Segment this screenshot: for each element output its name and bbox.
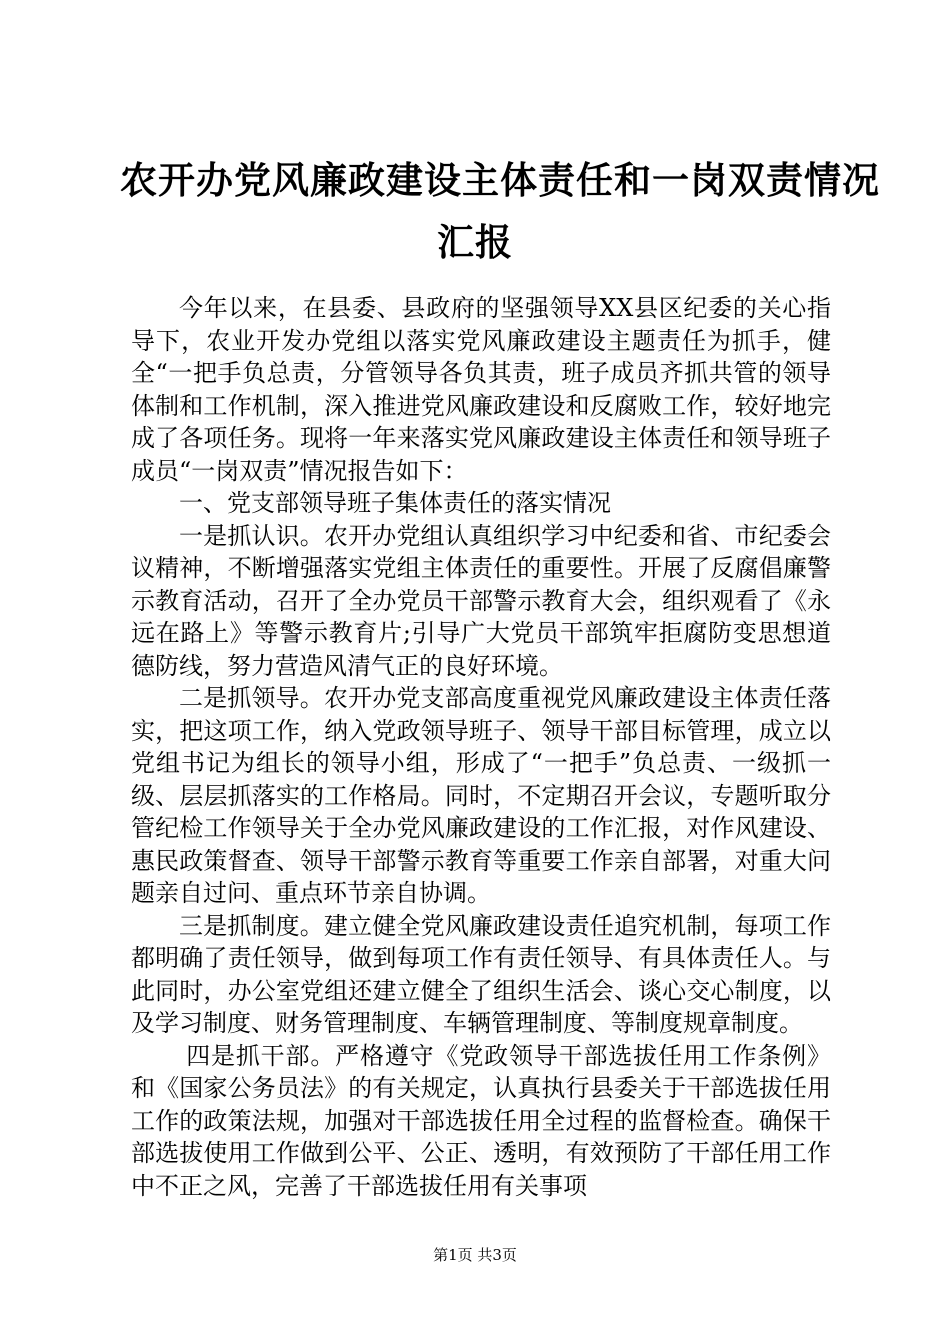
paragraph-leadership: 二是抓领导。农开办党支部高度重视党风廉政建设主体责任落实，把这项工作，纳入党政领导班子、领导干部目标管理，成立以党组书记为组长的领导小组，形成了“一把手”负总责、一级抓一级、层层抓落实的工作格局。同时，不定期召开会议，专题听取分管纪检工作领导关于全办党风廉政建设的工作汇报，对作风建设、惠民政策督查、领导干部警示教育等重要工作亲自部署，对重大问题亲自过问、重点环节亲自协调。 <box>131 684 831 907</box>
paragraph-cadres: 四是抓干部。严格遵守《党政领导干部选拔任用工作条例》和《国家公务员法》的有关规定，认真执行县委关于干部选拔任用工作的政策法规，加强对干部选拔任用全过程的监督检查。确保干部选拔使用工作做到公平、公正、透明，有效预防了干部任用工作中不正之风，完善了干部选拔任用有关事项 <box>131 1041 831 1200</box>
paragraph-awareness: 一是抓认识。农开办党组认真组织学习中纪委和省、市纪委会议精神，不断增强落实党组主体责任的重要性。开展了反腐倡廉警示教育活动，召开了全办党员干部警示教育大会，组织观看了《永远在路上》等警示教育片;引导广大党员干部筑牢拒腐防变思想道德防线，努力营造风清气正的良好环境。 <box>131 521 831 680</box>
section-heading: 一、党支部领导班子集体责任的落实情况 <box>179 489 611 517</box>
document-title-line-2: 汇报 <box>437 220 513 264</box>
paragraph-intro: 今年以来，在县委、县政府的坚强领导XX县区纪委的关心指导下，农业开发办党组以落实党风廉政建设主题责任为抓手，健全“一把手负总责，分管领导各负其责，班子成员齐抓共管的领导体制和工作机制，深入推进党风廉政建设和反腐败工作，较好地完成了各项任务。现将一年来落实党风廉政建设主体责任和领导班子成员“一岗双责”情况报告如下： <box>131 294 831 485</box>
document-title-line-1: 农开办党风廉政建设主体责任和一岗双责情况 <box>120 158 880 202</box>
paragraph-system: 三是抓制度。建立健全党风廉政建设责任追究机制，每项工作都明确了责任领导，做到每项工作有责任领导、有具体责任人。与此同时，办公室党组还建立健全了组织生活会、谈心交心制度，以及学习制度、财务管理制度、车辆管理制度、等制度规章制度。 <box>131 911 831 1037</box>
page-footer: 第1页 共3页 <box>433 1246 517 1264</box>
document-body <box>131 292 831 1202</box>
